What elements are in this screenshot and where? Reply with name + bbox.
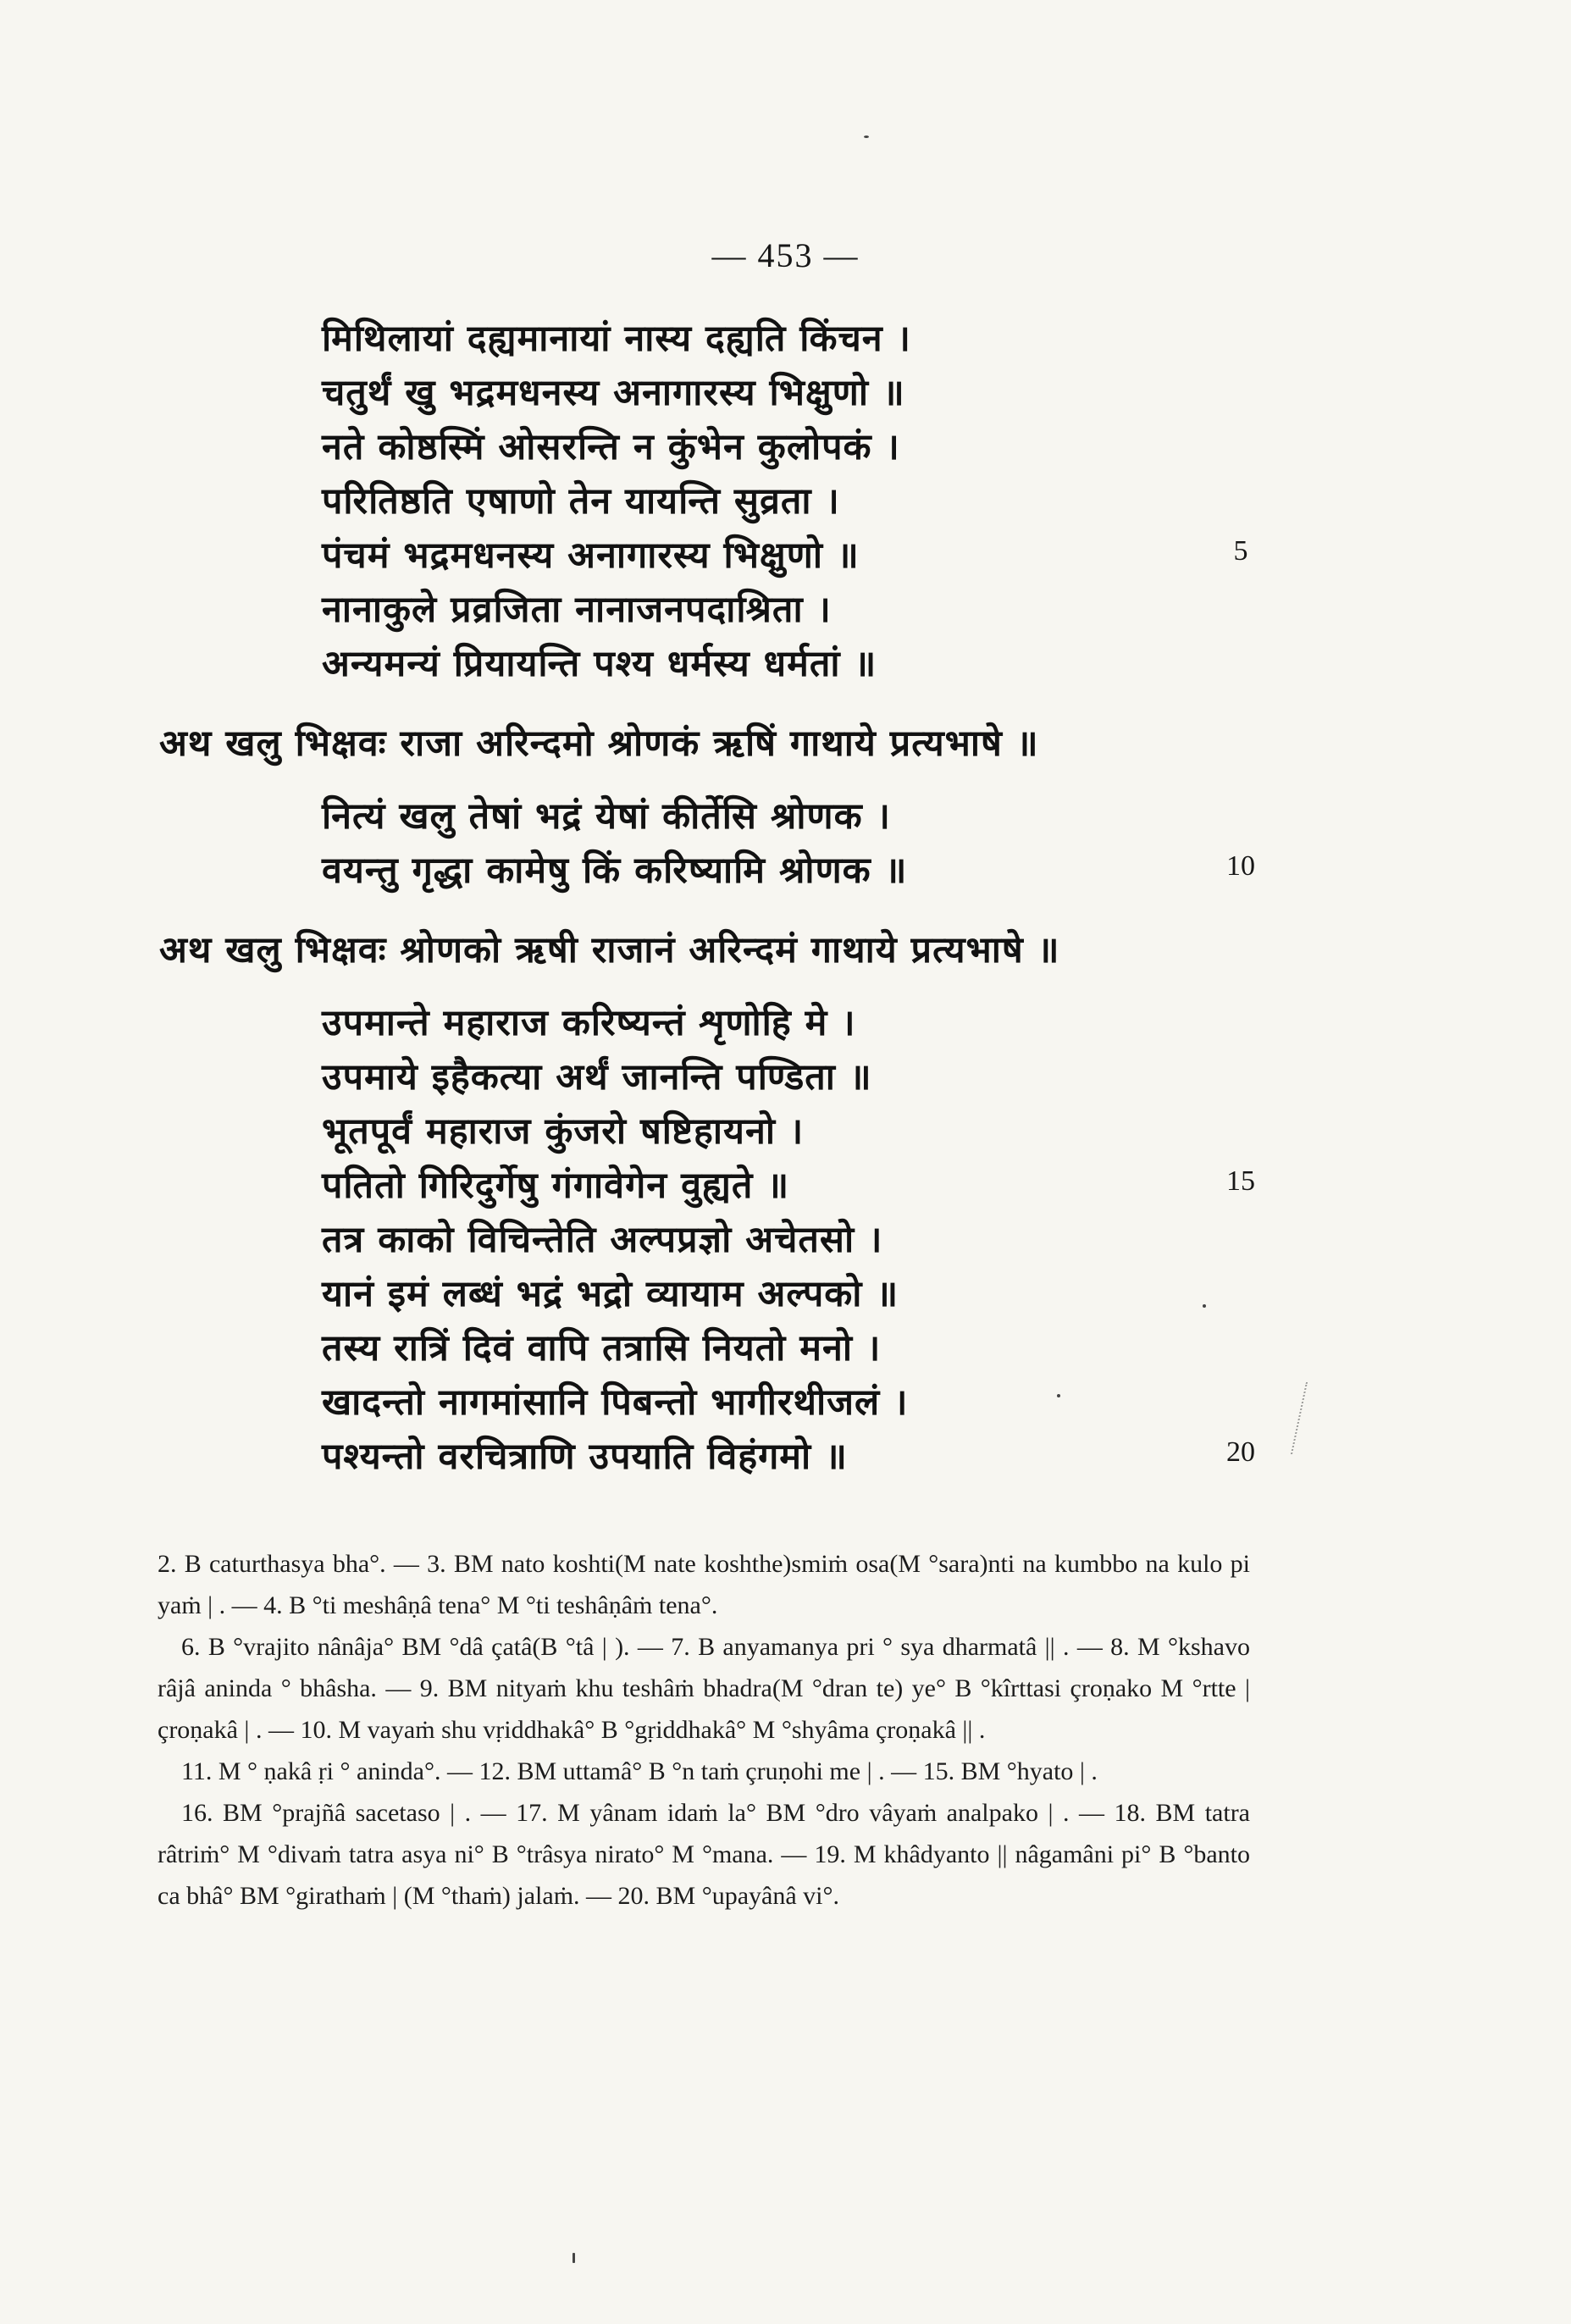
prose-line: अथ खलु भिक्षवः राजा अरिन्दमो श्रोणकं ऋषिं गाथाये प्रत्यभाषे ॥ xyxy=(159,722,1039,765)
scan-speck xyxy=(573,2253,575,2263)
verse-line: पंचमं भद्रमधनस्य अनागारस्य भिक्षुणो ॥ xyxy=(322,534,860,577)
verse-line: मिथिलायां दह्यमानायां नास्य दह्यति किंचन । xyxy=(322,318,911,360)
verse-line: नित्यं खलु तेषां भद्रं येषां कीर्तेसि श्रोणक । xyxy=(322,795,891,838)
scan-speck xyxy=(1203,1304,1206,1308)
scan-speck xyxy=(864,136,869,138)
line-number: 20 xyxy=(1226,1436,1255,1468)
verse-line: नते कोष्ठस्मिं ओसरन्ति न कुंभेन कुलोपकं । xyxy=(322,426,900,468)
scan-speck xyxy=(1057,1394,1060,1397)
footnote-paragraph: 11. M ° ṇakâ ṛi ° aninda°. — 12. BM uttamâ° B °n taṁ çruṇohi me | . — 15. BM °hyato | . xyxy=(181,1757,1098,1785)
verse-line: पश्यन्तो वरचित्राणि उपयाति विहंगमो ॥ xyxy=(322,1436,848,1478)
verse-line: तत्र काको विचिन्तेति अल्पप्रज्ञो अचेतसो । xyxy=(322,1219,883,1261)
footnote-paragraph: 16. BM °prajñâ sacetaso | . — 17. M yânam idaṁ la° BM °dro vâyaṁ analpako | . — 18. BM tatra râtriṁ° M °divaṁ tatra asya ni° B °trâsya nirato° M °mana. — 19. M khâdyanto || nâgamâni pi° B °banto ca bhâ° BM °girathaṁ | (M °thaṁ) jalaṁ. — 20. BM °upayânâ vi°. xyxy=(158,1799,1250,1910)
page-number: — 453 — xyxy=(711,236,860,274)
verse-line: अन्यमन्यं प्रियायन्ति पश्य धर्मस्य धर्मतां ॥ xyxy=(322,643,877,685)
prose-line: अथ खलु भिक्षवः श्रोणको ऋषी राजानं अरिन्दमं गाथाये प्रत्यभाषे ॥ xyxy=(159,929,1060,971)
footnotes xyxy=(158,1543,1250,1917)
verse-line: खादन्तो नागमांसानि पिबन्तो भागीरथीजलं । xyxy=(322,1381,909,1424)
verse-line: पतितो गिरिदुर्गेषु गंगावेगेन वुह्यते ॥ xyxy=(322,1165,790,1207)
footnote-paragraph: 6. B °vrajito nânâja° BM °dâ çatâ(B °tâ | ). — 7. B anyamanya pri ° sya dharmatâ || . — 8. M °kshavo râjâ aninda ° bhâsha. — 9. BM nityaṁ khu teshâṁ bhadra(M °dran te) ye° B °kîrttasi çroṇako M °rtte | çroṇakâ | . — 10. M vayaṁ shu vṛiddhakâ° B °gṛiddhakâ° M °shyâma çroṇakâ || . xyxy=(158,1633,1250,1744)
verse-line: यानं इमं लब्धं भद्रं भद्रो व्यायाम अल्पको ॥ xyxy=(322,1273,899,1315)
footnote-paragraph: 2. B caturthasya bha°. — 3. BM nato koshti(M nate koshthe)smiṁ osa(M °sara)nti na kumbbo na kulo pi yaṁ | . — 4. B °ti meshâṇâ tena° M °ti teshâṇâṁ tena°. xyxy=(158,1550,1250,1619)
verse-line: उपमान्ते महाराज करिष्यन्तं शृणोहि मे । xyxy=(322,1002,856,1044)
verse-line: उपमाये इहैकत्या अर्थं जानन्ति पण्डिता ॥ xyxy=(322,1056,872,1098)
line-number: 10 xyxy=(1226,850,1255,882)
verse-line: तस्य रात्रिं दिवं वापि तत्रासि नियतो मनो । xyxy=(322,1327,882,1370)
verse-line: भूतपूर्वं महाराज कुंजरो षष्टिहायनो । xyxy=(322,1110,805,1153)
scan-smudge xyxy=(1291,1382,1341,1454)
verse-line: नानाकुले प्रव्रजिता नानाजनपदाश्रिता । xyxy=(322,589,832,631)
line-number: 15 xyxy=(1226,1165,1255,1197)
verse-line: चतुर्थं खु भद्रमधनस्य अनागारस्य भिक्षुणो ॥ xyxy=(322,372,905,414)
verse-line: वयन्तु गृद्धा कामेषु किं करिष्यामि श्रोणक ॥ xyxy=(322,849,908,892)
line-number: 5 xyxy=(1233,535,1248,567)
verse-line: परितिष्ठति एषाणो तेन यायन्ति सुव्रता । xyxy=(322,480,840,523)
